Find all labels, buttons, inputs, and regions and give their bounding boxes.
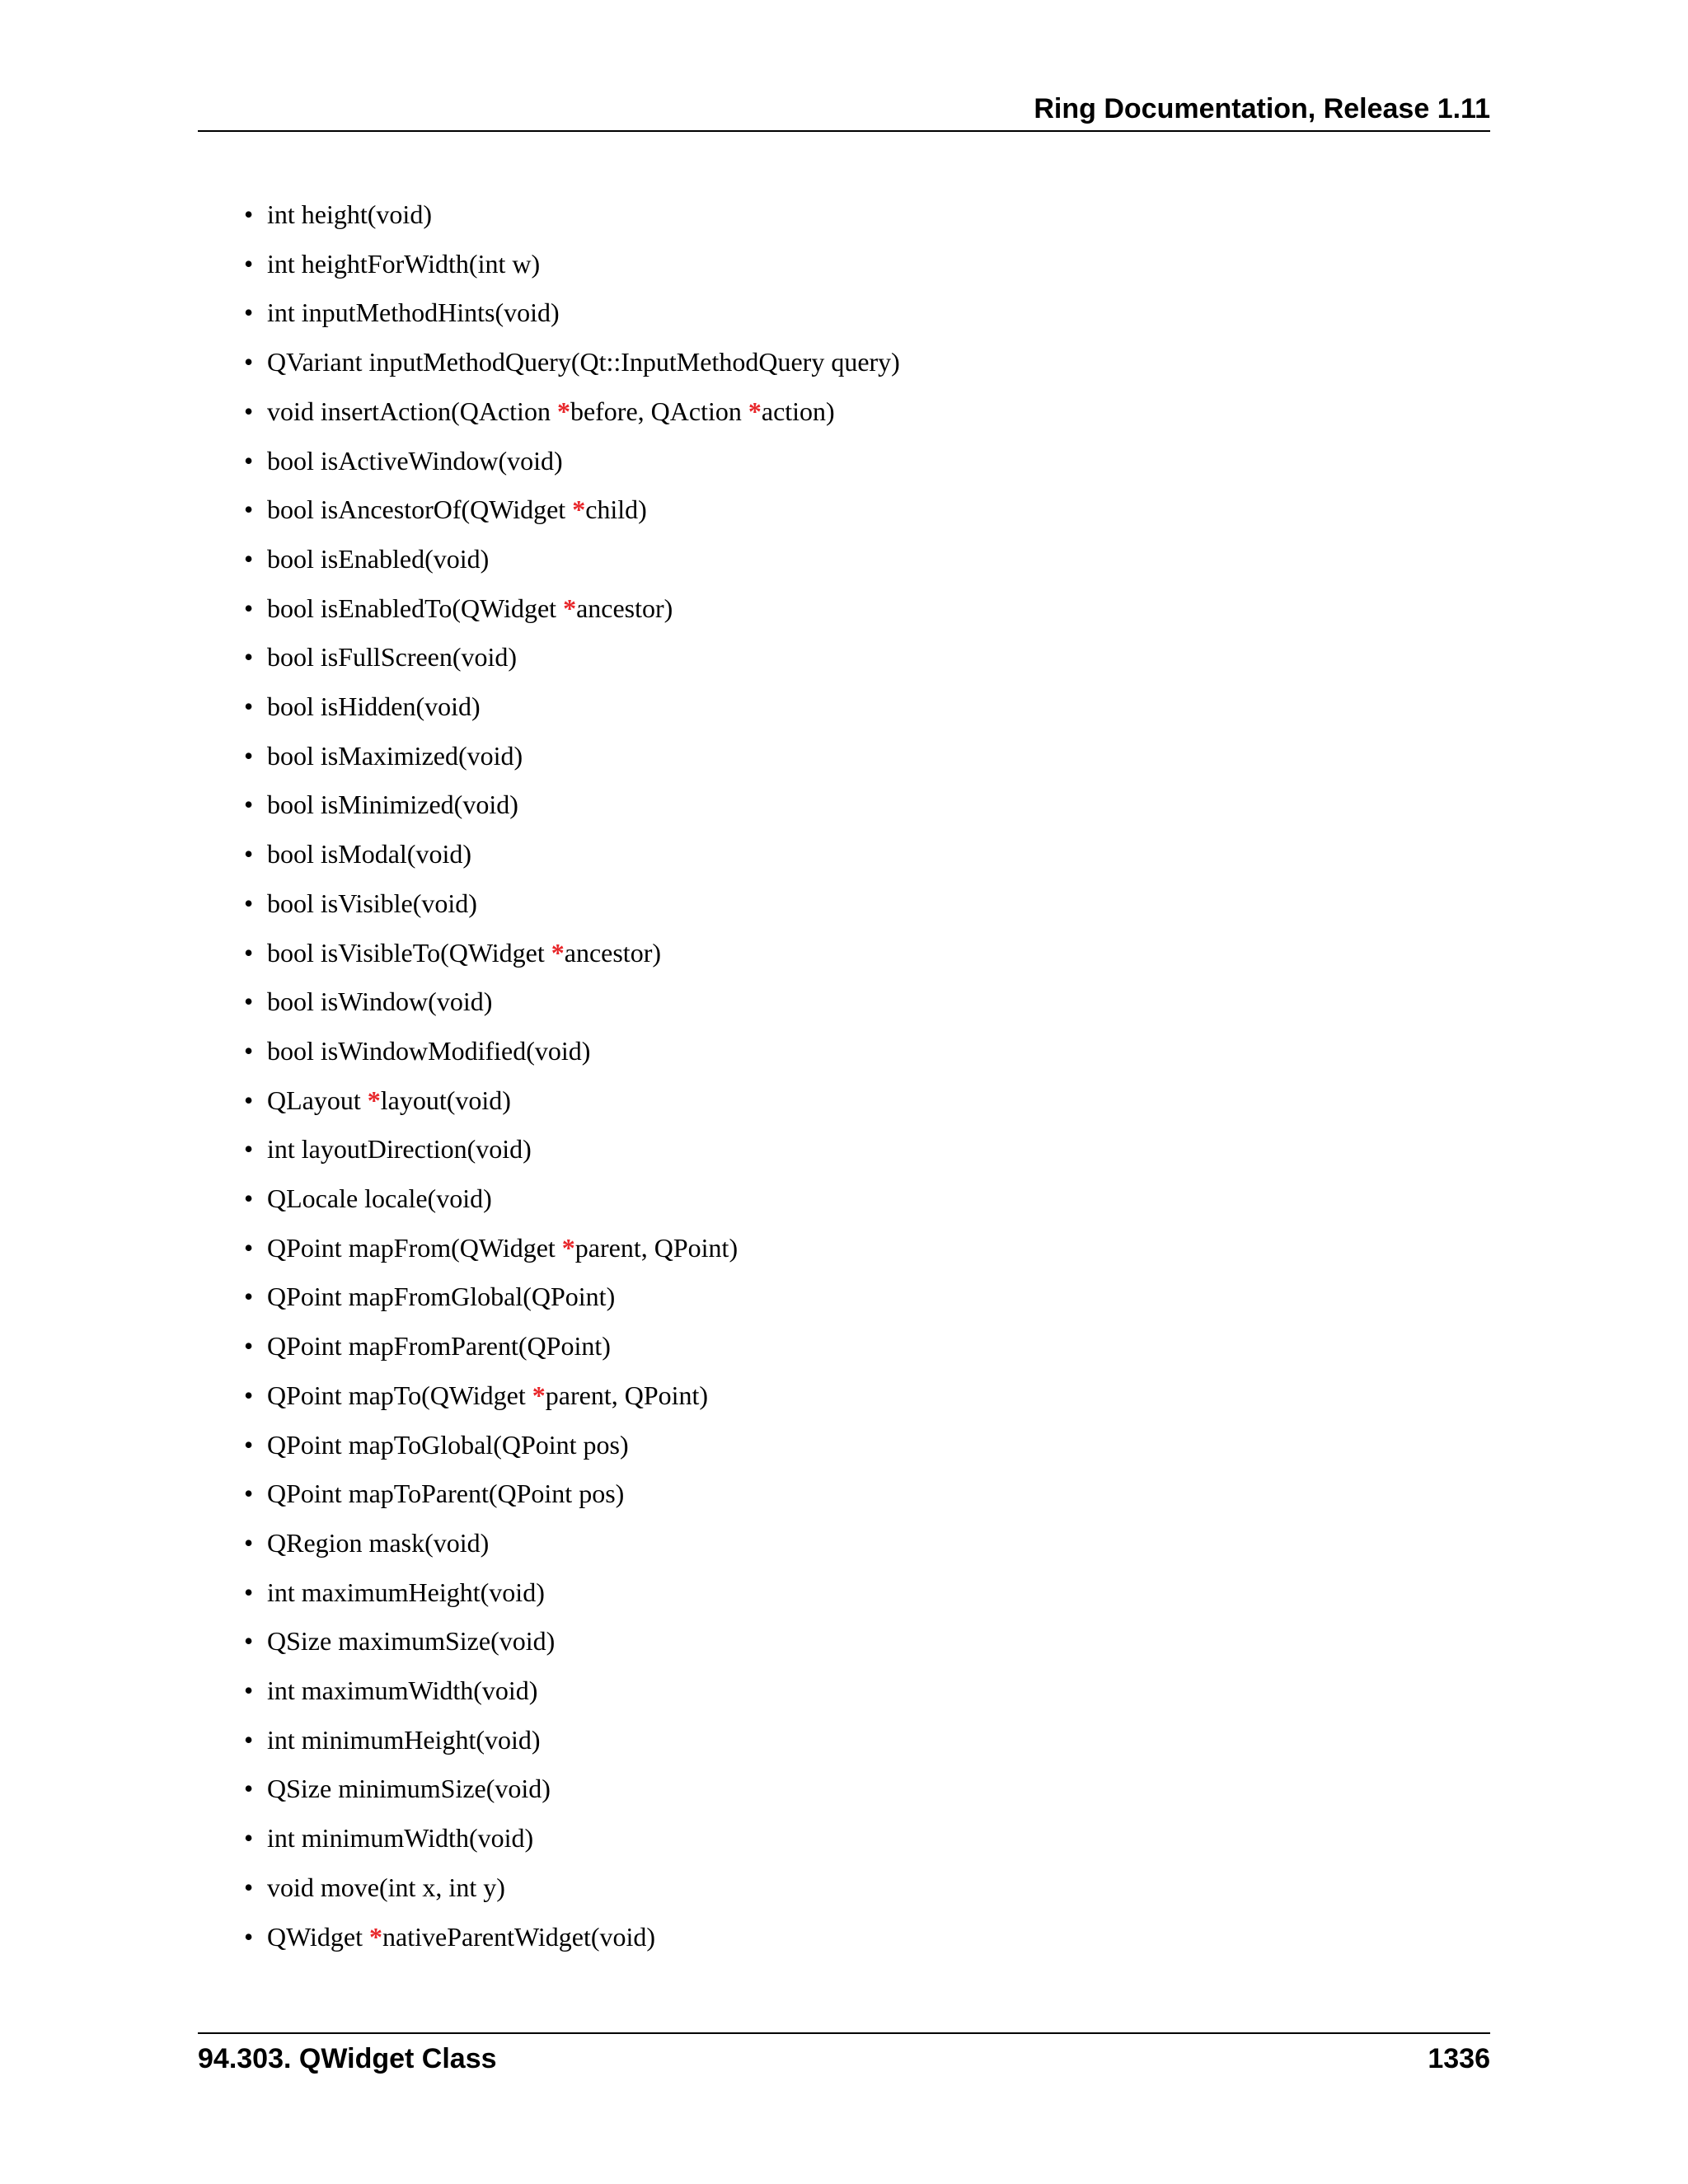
signature-text: layout(void) bbox=[380, 1085, 511, 1115]
bullet-icon: • bbox=[244, 1085, 254, 1115]
pointer-marker: * bbox=[561, 1233, 575, 1263]
signature-text: child) bbox=[585, 494, 647, 524]
method-signature bbox=[267, 935, 661, 971]
signature-text: int layoutDirection(void) bbox=[267, 1134, 532, 1164]
method-signature bbox=[267, 1278, 615, 1315]
bullet-icon: • bbox=[244, 1725, 254, 1755]
signature-text: int height(void) bbox=[267, 199, 432, 229]
method-signature bbox=[267, 294, 560, 330]
pointer-marker: * bbox=[572, 494, 586, 524]
signature-text: QSize minimumSize(void) bbox=[267, 1774, 551, 1803]
bullet-icon: • bbox=[244, 839, 254, 869]
method-signature bbox=[267, 196, 432, 232]
signature-text: parent, QPoint) bbox=[574, 1233, 738, 1263]
method-signature bbox=[267, 1869, 505, 1905]
signature-text: QSize maximumSize(void) bbox=[267, 1626, 556, 1656]
method-signature bbox=[267, 786, 518, 823]
method-signature bbox=[267, 344, 900, 380]
pointer-marker: * bbox=[367, 1085, 381, 1115]
pointer-marker: * bbox=[551, 938, 565, 968]
method-signature bbox=[267, 1525, 489, 1561]
signature-text: QRegion mask(void) bbox=[267, 1528, 490, 1558]
bullet-icon: • bbox=[244, 199, 254, 229]
signature-text: int maximumWidth(void) bbox=[267, 1675, 538, 1705]
signature-text: bool isVisible(void) bbox=[267, 888, 477, 918]
signature-text: void move(int x, int y) bbox=[267, 1872, 505, 1902]
signature-text: QPoint mapToParent(QPoint pos) bbox=[267, 1479, 625, 1508]
signature-text: bool isVisibleTo(QWidget bbox=[267, 938, 551, 968]
signature-text: QWidget bbox=[267, 1922, 370, 1952]
method-signature bbox=[267, 1033, 590, 1069]
signature-text: bool isEnabledTo(QWidget bbox=[267, 593, 564, 623]
method-signature bbox=[267, 1180, 492, 1216]
method-signature bbox=[267, 1475, 624, 1511]
bullet-icon: • bbox=[244, 1134, 254, 1164]
bullet-icon: • bbox=[244, 1922, 254, 1952]
bullet-icon: • bbox=[244, 494, 254, 524]
method-signature bbox=[267, 393, 835, 429]
bullet-icon: • bbox=[244, 1528, 254, 1558]
signature-text: int minimumHeight(void) bbox=[267, 1725, 541, 1755]
signature-text: bool isEnabled(void) bbox=[267, 544, 490, 574]
signature-text: QVariant inputMethodQuery(Qt::InputMethodQuery query) bbox=[267, 347, 900, 377]
bullet-icon: • bbox=[244, 642, 254, 672]
bullet-icon: • bbox=[244, 790, 254, 819]
bullet-icon: • bbox=[244, 888, 254, 918]
signature-text: int maximumHeight(void) bbox=[267, 1577, 545, 1607]
method-signature bbox=[267, 590, 673, 626]
bullet-icon: • bbox=[244, 1872, 254, 1902]
signature-text: QLayout bbox=[267, 1085, 368, 1115]
method-signature bbox=[267, 1082, 511, 1118]
bullet-icon: • bbox=[244, 1331, 254, 1361]
pointer-marker: * bbox=[369, 1922, 383, 1952]
bullet-icon: • bbox=[244, 1036, 254, 1066]
bullet-icon: • bbox=[244, 987, 254, 1016]
signature-text: bool isAncestorOf(QWidget bbox=[267, 494, 573, 524]
bullet-icon: • bbox=[244, 1479, 254, 1508]
page-footer bbox=[198, 2032, 1490, 2083]
bullet-icon: • bbox=[244, 1823, 254, 1853]
bullet-icon: • bbox=[244, 1233, 254, 1263]
signature-text: bool isFullScreen(void) bbox=[267, 642, 518, 672]
signature-text: int minimumWidth(void) bbox=[267, 1823, 534, 1853]
method-signature bbox=[267, 246, 540, 282]
signature-text: QPoint mapFrom(QWidget bbox=[267, 1233, 562, 1263]
bullet-icon: • bbox=[244, 1774, 254, 1803]
signature-text: bool isWindowModified(void) bbox=[267, 1036, 591, 1066]
bullet-icon: • bbox=[244, 741, 254, 771]
signature-text: before, QAction bbox=[570, 396, 748, 426]
pointer-marker: * bbox=[748, 396, 762, 426]
method-signature bbox=[267, 738, 523, 774]
page-header bbox=[198, 89, 1490, 132]
signature-text: int inputMethodHints(void) bbox=[267, 298, 560, 327]
method-signature bbox=[267, 1574, 545, 1610]
method-signature bbox=[267, 688, 481, 724]
bullet-icon: • bbox=[244, 1577, 254, 1607]
method-signature bbox=[267, 983, 492, 1019]
method-signature bbox=[267, 1623, 555, 1659]
signature-text: nativeParentWidget(void) bbox=[382, 1922, 656, 1952]
method-signature bbox=[267, 1722, 541, 1758]
bullet-icon: • bbox=[244, 1282, 254, 1311]
bullet-icon: • bbox=[244, 1626, 254, 1656]
bullet-icon: • bbox=[244, 593, 254, 623]
bullet-icon: • bbox=[244, 1183, 254, 1213]
pointer-marker: * bbox=[563, 593, 577, 623]
bullet-icon: • bbox=[244, 347, 254, 377]
bullet-icon: • bbox=[244, 691, 254, 721]
method-signature bbox=[267, 1328, 611, 1364]
signature-text: action) bbox=[761, 396, 835, 426]
method-signature bbox=[267, 1820, 533, 1856]
section-title: 94.303. QWidget Class bbox=[198, 2043, 497, 2074]
signature-text: QPoint mapFromGlobal(QPoint) bbox=[267, 1282, 616, 1311]
method-signature bbox=[267, 885, 477, 921]
method-signature bbox=[267, 541, 489, 577]
signature-text: bool isMaximized(void) bbox=[267, 741, 523, 771]
method-signature bbox=[267, 443, 563, 479]
method-signature bbox=[267, 836, 471, 872]
method-signature bbox=[267, 1230, 738, 1266]
pointer-marker: * bbox=[532, 1380, 546, 1410]
signature-text: ancestor) bbox=[576, 593, 673, 623]
method-signature bbox=[267, 1672, 537, 1708]
signature-text: QLocale locale(void) bbox=[267, 1183, 492, 1213]
method-signature bbox=[267, 491, 647, 527]
bullet-icon: • bbox=[244, 298, 254, 327]
bullet-icon: • bbox=[244, 1380, 254, 1410]
pointer-marker: * bbox=[556, 396, 570, 426]
bullet-icon: • bbox=[244, 1430, 254, 1460]
bullet-icon: • bbox=[244, 1675, 254, 1705]
signature-text: ancestor) bbox=[564, 938, 661, 968]
signature-text: void insertAction(QAction bbox=[267, 396, 557, 426]
bullet-icon: • bbox=[244, 396, 254, 426]
signature-text: bool isActiveWindow(void) bbox=[267, 446, 563, 476]
signature-text: QPoint mapTo(QWidget bbox=[267, 1380, 532, 1410]
signature-text: bool isModal(void) bbox=[267, 839, 471, 869]
method-signature bbox=[267, 1131, 532, 1167]
signature-text: bool isWindow(void) bbox=[267, 987, 493, 1016]
bullet-icon: • bbox=[244, 249, 254, 279]
bullet-icon: • bbox=[244, 544, 254, 574]
signature-text: bool isMinimized(void) bbox=[267, 790, 518, 819]
signature-text: int heightForWidth(int w) bbox=[267, 249, 541, 279]
method-signature bbox=[267, 1427, 629, 1463]
bullet-icon: • bbox=[244, 938, 254, 968]
method-signature bbox=[267, 1377, 708, 1413]
bullet-icon: • bbox=[244, 446, 254, 476]
signature-text: parent, QPoint) bbox=[545, 1380, 709, 1410]
signature-text: bool isHidden(void) bbox=[267, 691, 481, 721]
signature-text: QPoint mapToGlobal(QPoint pos) bbox=[267, 1430, 629, 1460]
page-number: 1336 bbox=[1428, 2043, 1490, 2074]
method-signature bbox=[267, 1919, 655, 1955]
method-signature bbox=[267, 639, 517, 675]
signature-text: QPoint mapFromParent(QPoint) bbox=[267, 1331, 611, 1361]
document-title: Ring Documentation, Release 1.11 bbox=[1034, 93, 1490, 124]
method-signature bbox=[267, 1770, 551, 1807]
